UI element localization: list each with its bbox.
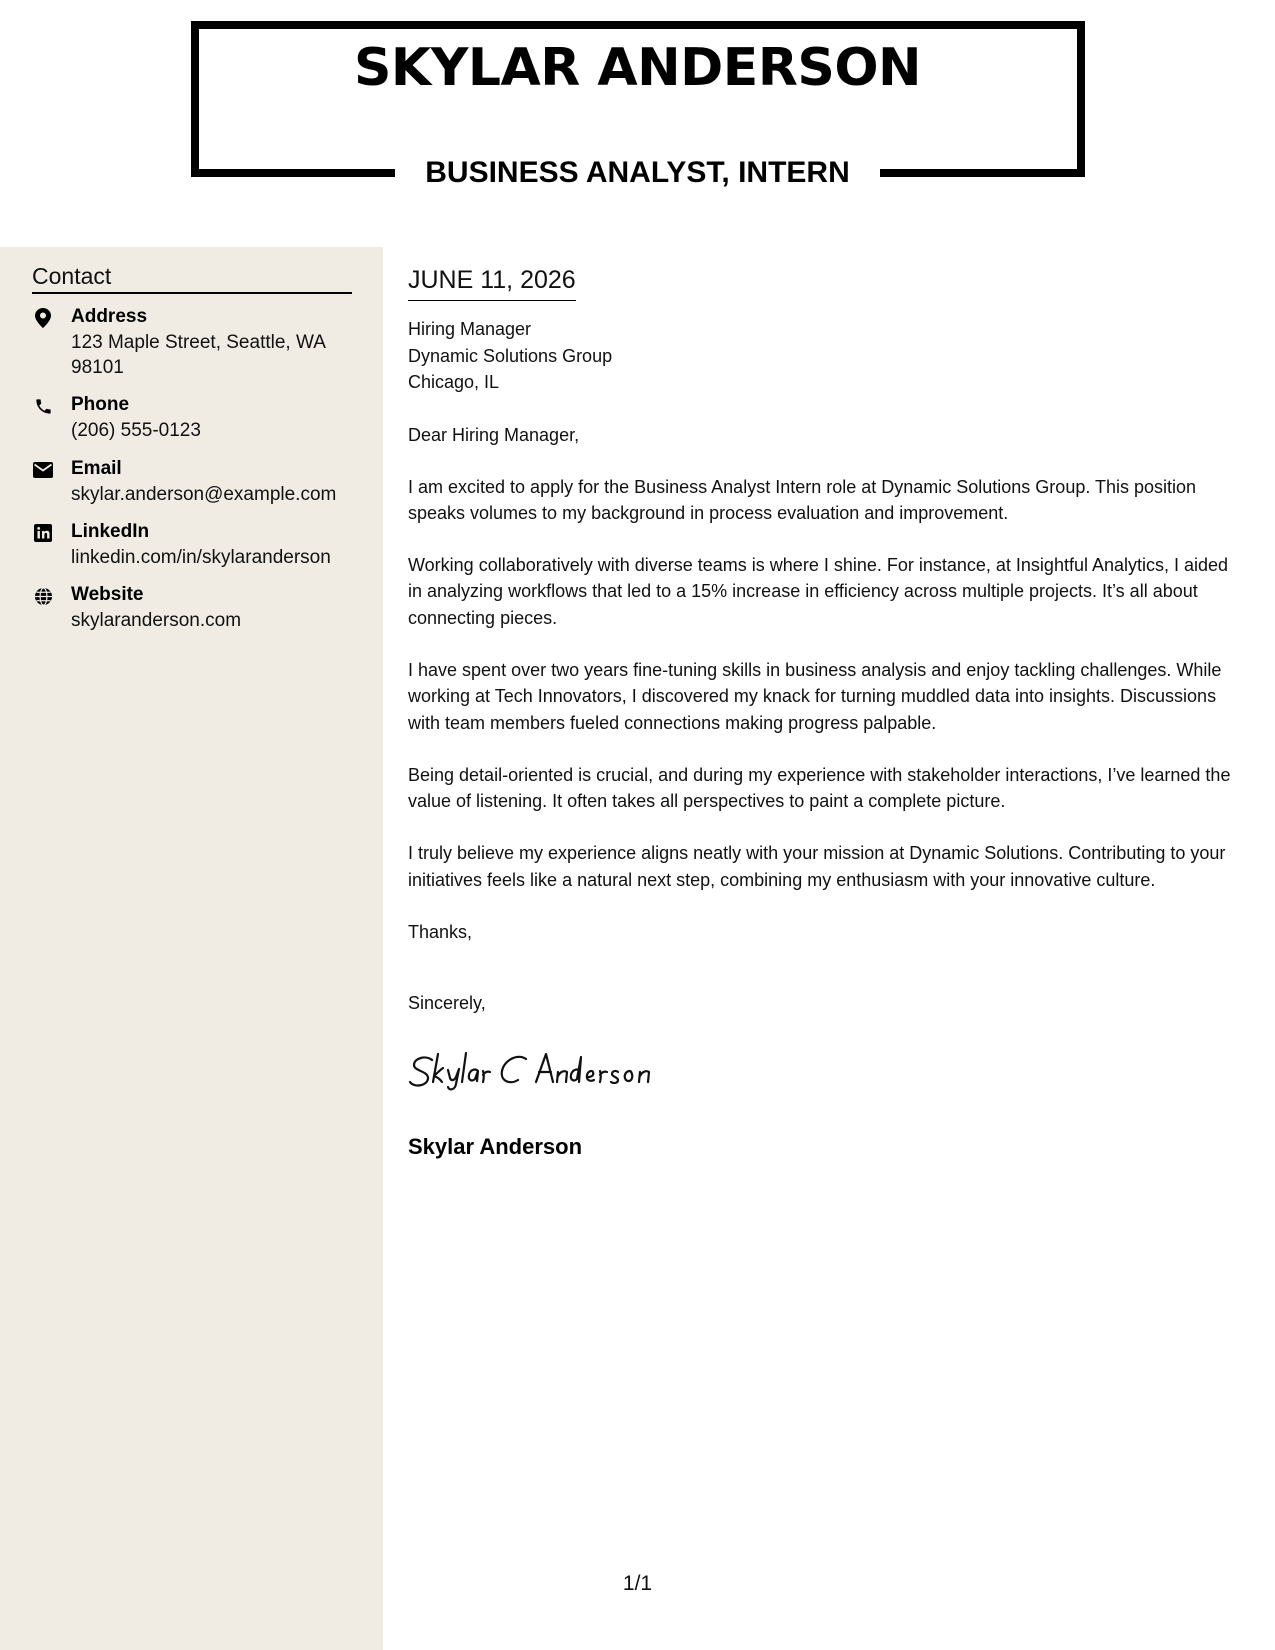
linkedin-label: LinkedIn	[71, 521, 150, 542]
letter-date: JUNE 11, 2026	[408, 262, 576, 301]
website-label: Website	[71, 584, 144, 605]
phone-value: (206) 555-0123	[71, 420, 201, 441]
body-paragraph: I truly believe my experience aligns neatly with your mission at Dynamic Solutions. Contributing to your initiatives feels like a natural next step, combining my enthusiasm with your innovative culture.	[408, 843, 1226, 890]
contact-sidebar	[0, 247, 383, 1650]
recipient-line: Hiring Manager	[408, 319, 532, 339]
website-value[interactable]: skylaranderson.com	[71, 610, 242, 631]
applicant-name: SKYLAR ANDERSON	[353, 38, 922, 98]
body-paragraph: Working collaboratively with diverse teams is where I shine. For instance, at Insightful Analytics, I aided in analyzing workflows that led to a 15% increase in efficiency across multiple projects. It’s all about connecting pieces.	[408, 555, 1229, 628]
address-label: Address	[71, 306, 148, 327]
envelope-icon	[32, 459, 54, 481]
linkedin-value[interactable]: linkedin.com/in/skylaranderson	[71, 547, 331, 568]
applicant-role: BUSINESS ANALYST, INTERN	[395, 148, 880, 198]
body-paragraph: I am excited to apply for the Business Analyst Intern role at Dynamic Solutions Group. This position speaks volumes to my background in process evaluation and improvement.	[408, 476, 1197, 523]
map-pin-icon	[32, 307, 54, 329]
body-paragraph: Being detail-oriented is crucial, and during my experience with stakeholder interactions, I’ve learned the value of listening. It often takes all perspectives to paint a complete picture.	[408, 764, 1231, 812]
body-paragraph: I have spent over two years fine-tuning skills in business analysis and enjoy tackling challenges. While working at Tech Innovators, I discovered my knack for turning muddled data into insights. Discussions with team members fueled connections making progress palpable.	[408, 659, 1222, 733]
email-label: Email	[71, 458, 122, 479]
email-value[interactable]: skylar.anderson@example.com	[71, 484, 337, 505]
signed-name: Skylar Anderson	[408, 1134, 583, 1160]
recipient-line: Dynamic Solutions Group	[408, 345, 613, 366]
handwritten-signature	[408, 1046, 678, 1096]
phone-label: Phone	[71, 394, 130, 415]
linkedin-icon	[32, 522, 54, 544]
globe-icon	[32, 585, 54, 607]
recipient-block	[408, 316, 1238, 396]
signoff: Sincerely,	[408, 993, 486, 1014]
page-number: 1/1	[622, 1572, 653, 1595]
closing: Thanks,	[408, 922, 473, 943]
address-value: 123 Maple Street, Seattle, WA 98101	[71, 332, 325, 378]
letter-body	[408, 262, 1238, 1161]
recipient-line: Chicago, IL	[408, 372, 500, 392]
salutation: Dear Hiring Manager,	[408, 424, 580, 445]
contact-heading: Contact	[32, 262, 352, 294]
phone-icon	[32, 395, 54, 417]
